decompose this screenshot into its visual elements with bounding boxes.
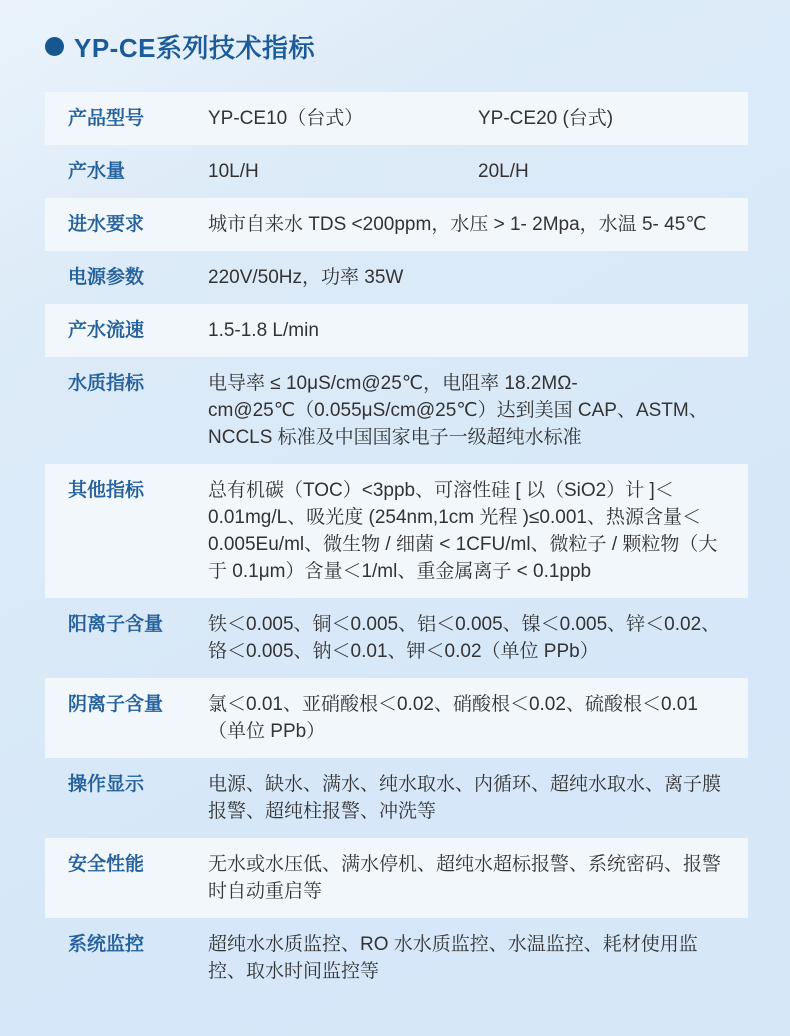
row-label: 进水要求 [68, 214, 145, 235]
table-row-other-specs [45, 464, 748, 598]
table-row-feed-water [45, 198, 748, 251]
table-row-cations [45, 598, 748, 678]
row-value-model-2: YP-CE20 (台式) [478, 108, 614, 129]
row-label: 安全性能 [68, 854, 145, 875]
row-label: 产水量 [68, 161, 126, 182]
table-row-water-output [45, 145, 748, 198]
row-label: 阳离子含量 [68, 614, 164, 635]
row-value: 电导率 ≤ 10μS/cm@25℃，电阻率 18.2MΩ-cm@25℃（0.055μS/cm@25℃）达到美国 CAP、ASTM、NCCLS 标准及中国国家电子一级超纯水标准 [208, 373, 708, 448]
row-value: 氯＜0.01、亚硝酸根＜0.02、硝酸根＜0.02、硫酸根＜0.01（单位 PPb） [208, 694, 698, 742]
row-label: 操作显示 [68, 774, 145, 795]
row-value: 城市自来水 TDS <200ppm，水压 > 1- 2Mpa，水温 5- 45℃ [208, 214, 707, 235]
table-row-operation-display [45, 758, 748, 838]
row-value-output-1: 10L/H [208, 161, 259, 182]
row-value: 无水或水压低、满水停机、超纯水超标报警、系统密码、报警时自动重启等 [208, 854, 722, 902]
section-title [45, 30, 790, 62]
row-label: 阴离子含量 [68, 694, 164, 715]
row-value: 电源、缺水、满水、纯水取水、内循环、超纯水取水、离子膜报警、超纯柱报警、冲洗等 [208, 774, 722, 822]
row-value: 220V/50Hz，功率 35W [208, 267, 404, 288]
row-value: 1.5-1.8 L/min [208, 320, 319, 341]
row-label: 系统监控 [68, 934, 145, 955]
row-value: 铁＜0.005、铜＜0.005、铝＜0.005、镍＜0.005、锌＜0.02、铬＜0.005、钠＜0.01、钾＜0.02（单位 PPb） [208, 614, 721, 662]
row-label: 水质指标 [68, 373, 145, 394]
table-row-system-monitoring [45, 918, 748, 998]
row-value: 超纯水水质监控、RO 水水质监控、水温监控、耗材使用监控、取水时间监控等 [208, 934, 698, 982]
table-row-flow-rate [45, 304, 748, 357]
row-value: 总有机碳（TOC）<3ppb、可溶性硅 [ 以（SiO2）计 ]＜0.01mg/L、吸光度 (254nm,1cm 光程 )≤0.001、热源含量＜0.005Eu/ml、微生物 / 细菌 < 1CFU/ml、微粒子 / 颗粒物（大于 0.1μm）含量＜1/ml、重金属离子 < 0.1ppb [208, 480, 718, 582]
spec-table [45, 92, 748, 998]
row-label: 电源参数 [68, 267, 145, 288]
row-value-output-2: 20L/H [478, 161, 529, 182]
row-label: 产水流速 [68, 320, 145, 341]
table-row-product-model [45, 92, 748, 145]
bullet-icon [45, 37, 64, 56]
row-label: 产品型号 [68, 108, 145, 129]
table-row-water-quality [45, 357, 748, 464]
table-row-safety [45, 838, 748, 918]
row-label: 其他指标 [68, 480, 145, 501]
row-value-model-1: YP-CE10（台式） [208, 108, 364, 129]
page-title: YP-CE系列技术指标 [74, 32, 315, 63]
table-row-anions [45, 678, 748, 758]
table-row-power [45, 251, 748, 304]
